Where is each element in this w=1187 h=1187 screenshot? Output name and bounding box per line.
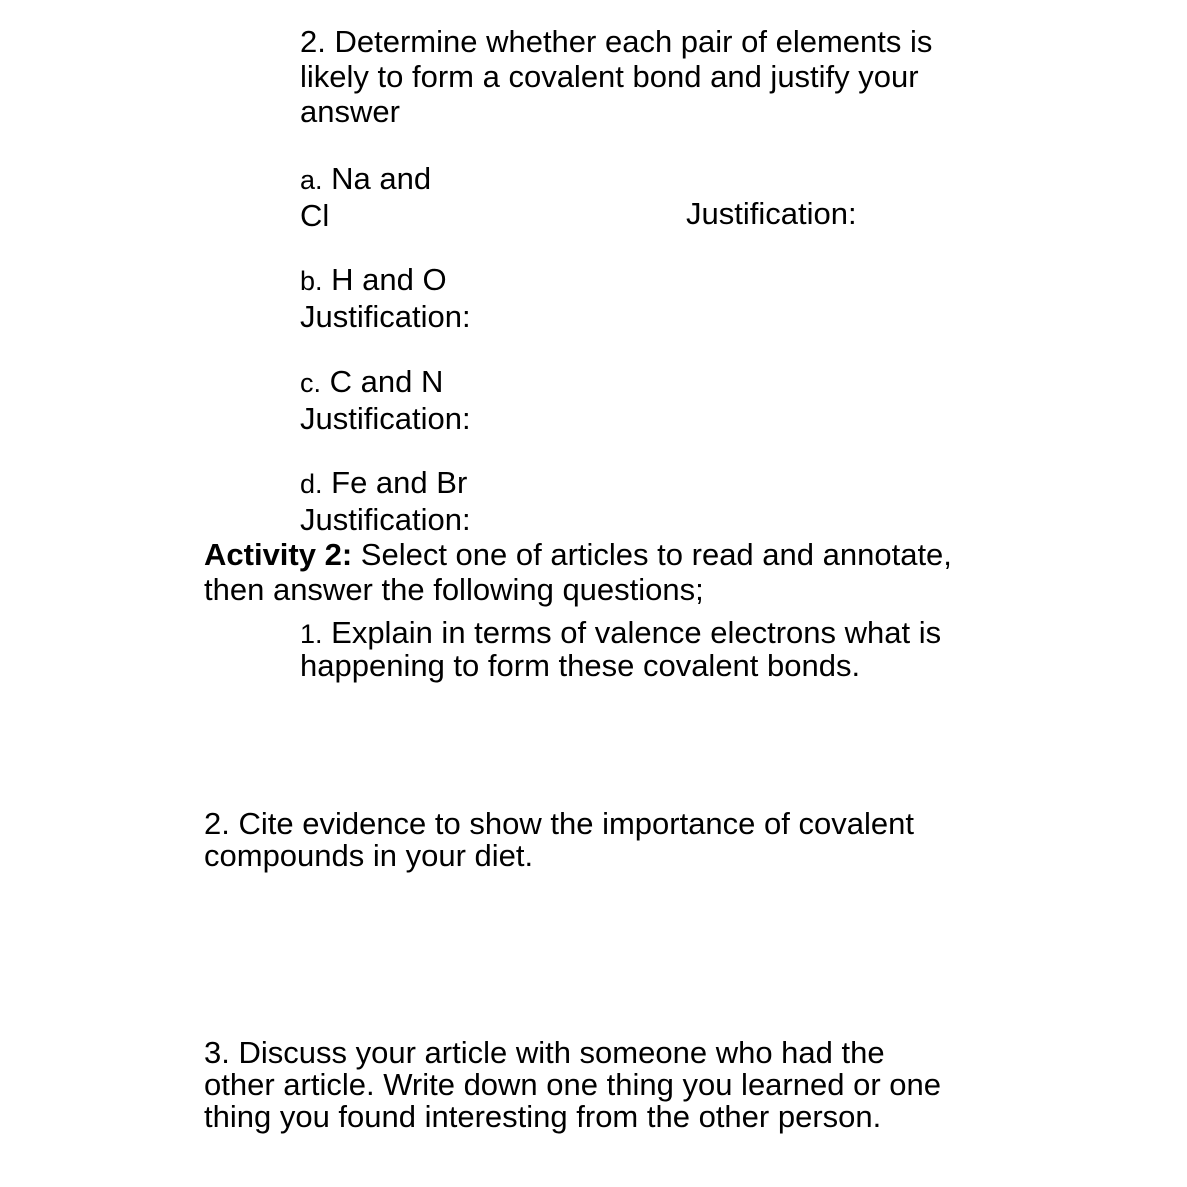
prompt-line: likely to form a covalent bond and justify your [300,59,919,94]
pair-elements: Fe and Br [322,465,468,500]
pair-c-justification: Justification: [300,401,471,436]
question-line: compounds in your diet. [204,838,534,873]
activity-question-2 [204,808,914,872]
pair-letter: d. [300,469,323,499]
activity-2-heading: Activity 2: [204,537,353,572]
pair-elements: H and O [322,262,447,297]
pair-c-label [300,364,471,401]
question-text: Explain in terms of valence electrons what is [322,615,942,650]
question-line: 2. Cite evidence to show the importance of covalent [204,806,914,841]
activity-question-1 [300,617,941,682]
pair-c [300,364,471,436]
pair-letter: c. [300,368,322,398]
question-line: thing you found interesting from the other person. [204,1099,882,1134]
pair-d-justification: Justification: [300,502,471,537]
activity-2-line: then answer the following questions; [204,572,704,607]
prompt-line: answer [300,94,400,129]
question-number: 1. [300,619,323,649]
question-line: other article. Write down one thing you learned or one [204,1067,941,1102]
pair-b [300,262,471,334]
activity-2-line [204,537,952,572]
pair-letter: a. [300,165,323,195]
pair-a [300,161,431,233]
question-line: happening to form these covalent bonds. [300,648,861,683]
pair-elements: C and N [321,364,444,399]
question-line [300,617,941,650]
pair-elements-cont: Cl [300,198,330,233]
pair-elements: Na and [322,161,432,196]
question-2-prompt [300,24,932,129]
pair-d [300,465,471,537]
question-line: 3. Discuss your article with someone who had the [204,1035,885,1070]
activity-2-text: Select one of articles to read and annotate, [352,537,952,572]
pair-a-justification: Justification: [686,196,857,231]
pair-d-label [300,465,471,502]
activity-question-3 [204,1037,941,1133]
pair-letter: b. [300,266,323,296]
activity-2-intro [204,537,952,607]
pair-a-label [300,161,431,198]
prompt-line: 2. Determine whether each pair of elements is [300,24,933,59]
pair-b-justification: Justification: [300,299,471,334]
pair-b-label [300,262,471,299]
